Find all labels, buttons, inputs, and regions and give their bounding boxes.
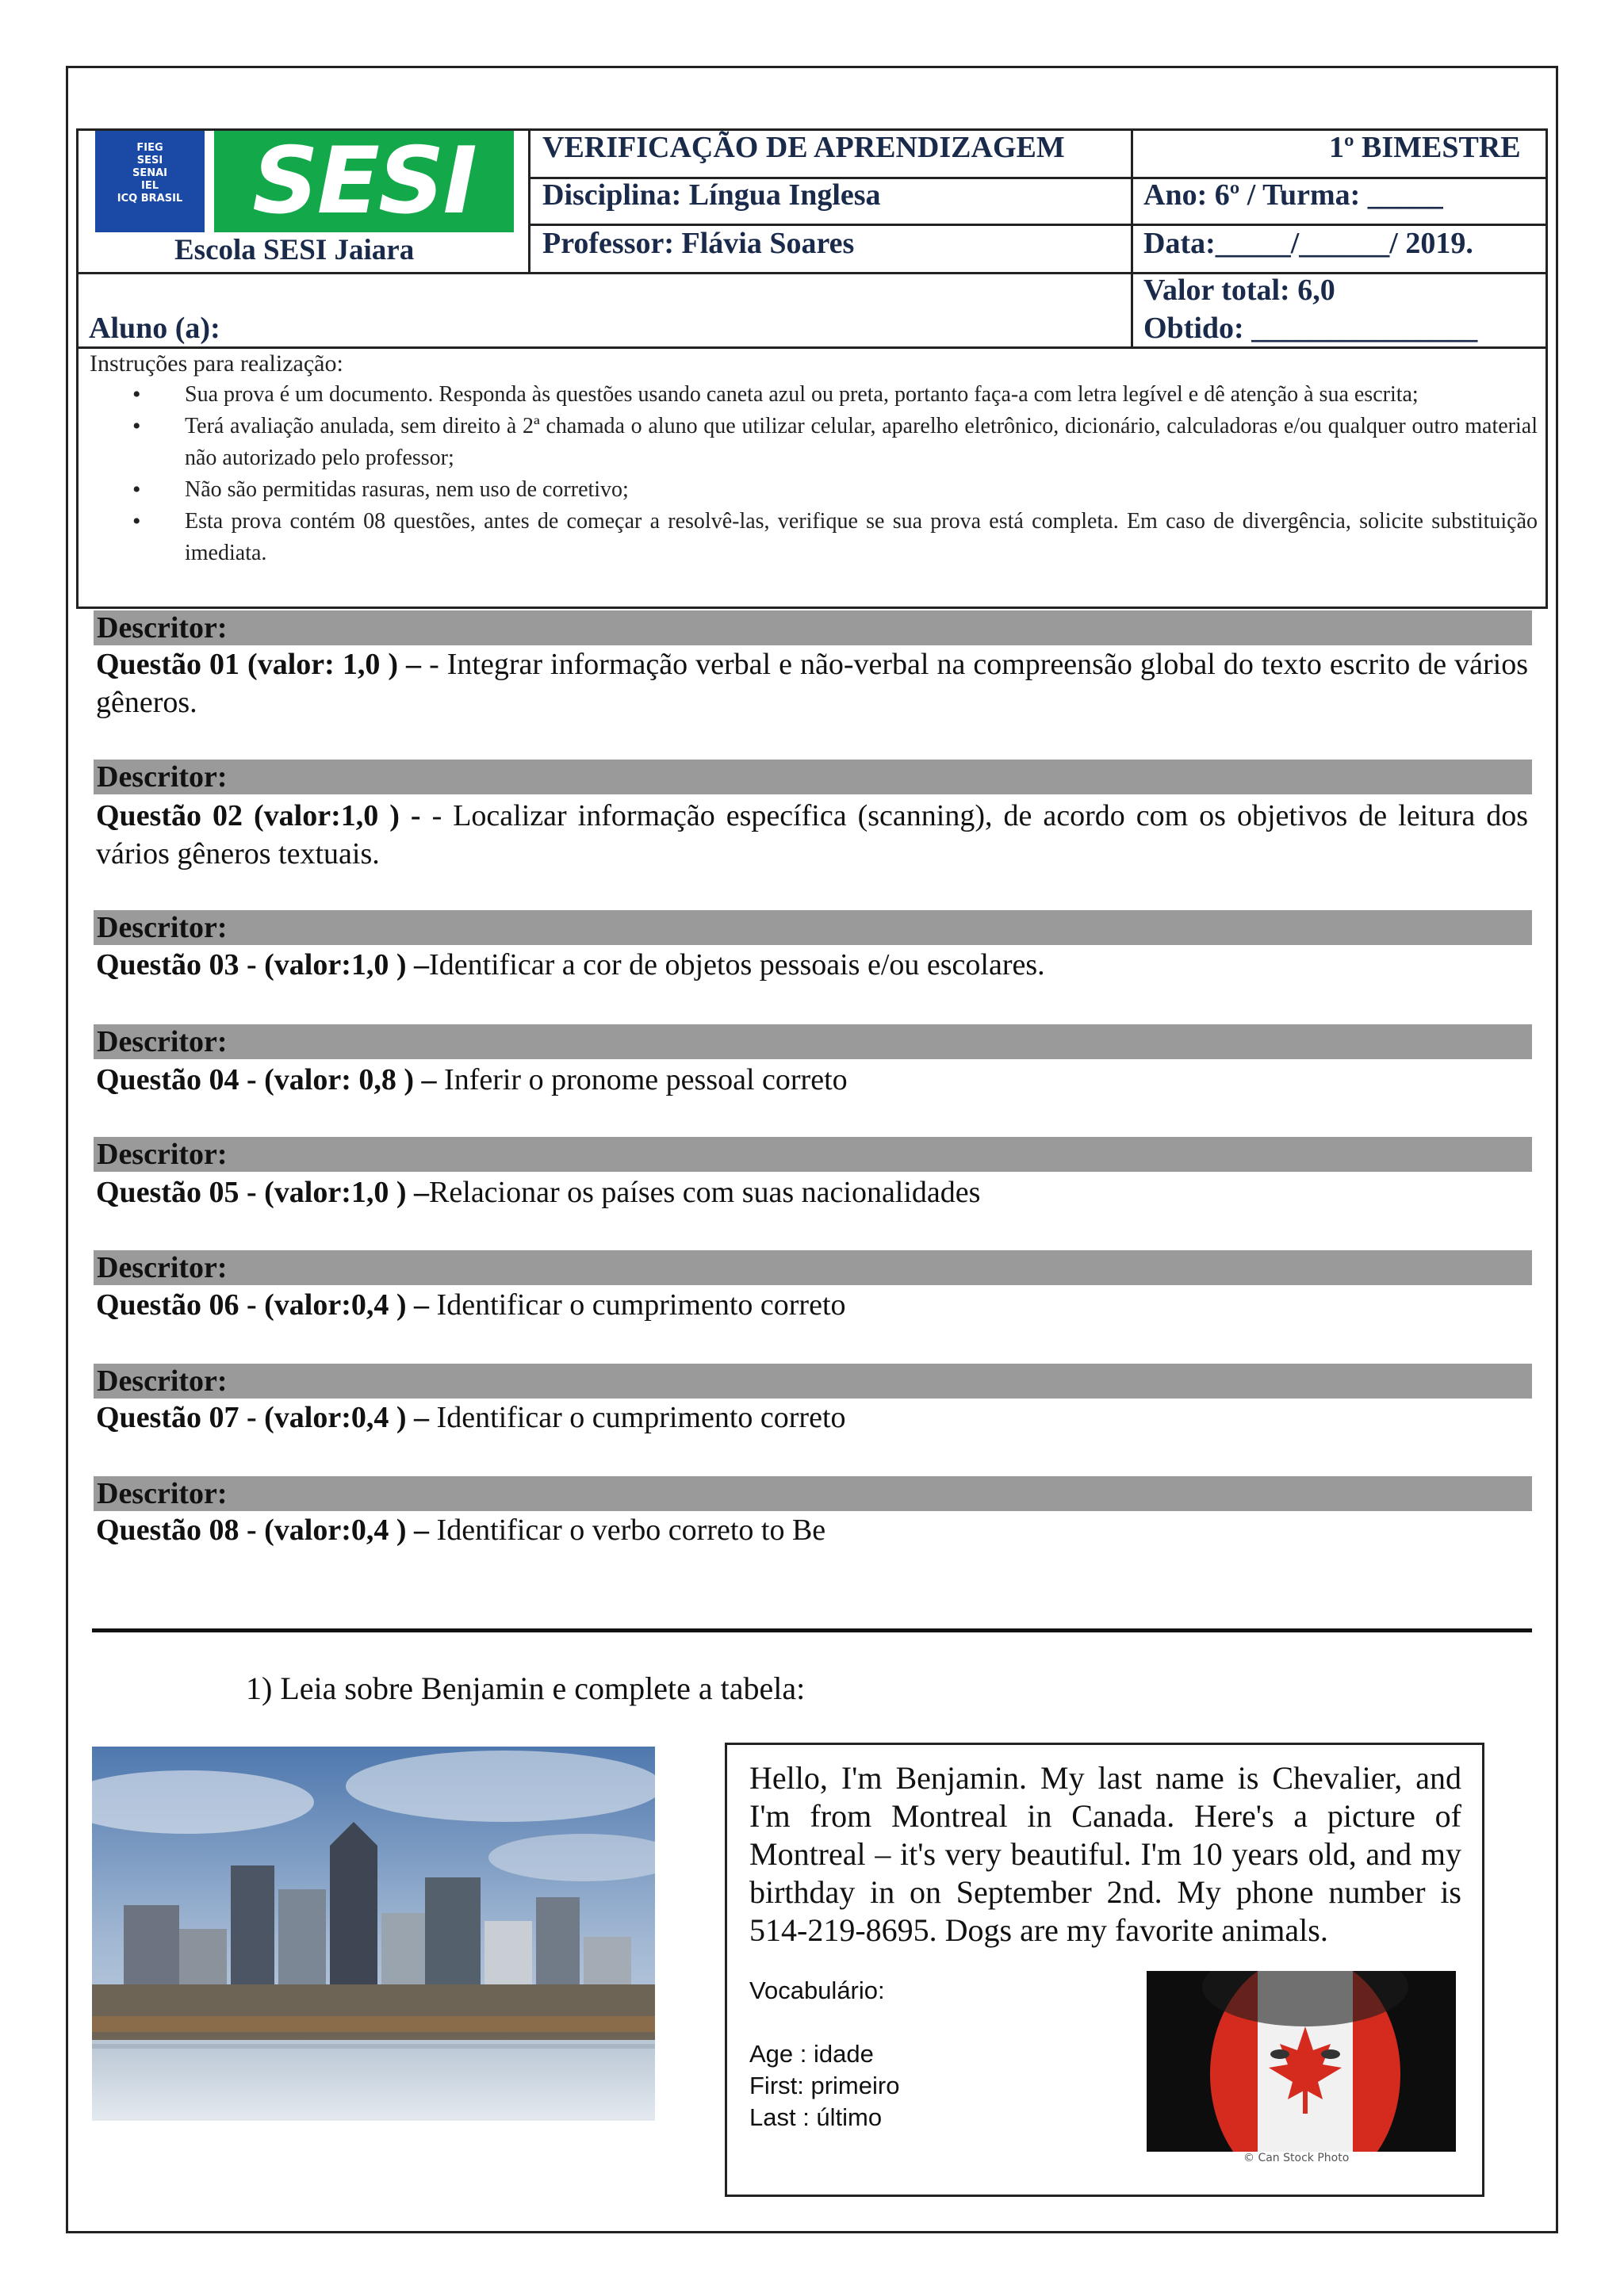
school-name: Escola SESI Jaiara xyxy=(174,234,415,266)
logo-text: SENAI xyxy=(132,167,168,179)
header-rule xyxy=(528,128,530,274)
instruction-text: Esta prova contém 08 questões, antes de começar a resolvê-las, verifique se sua prova está completa. Em caso de divergência, solicite substituição imediata. xyxy=(185,509,1538,565)
logo-text: FIEG xyxy=(136,142,163,154)
descriptor-bar: Descritor: xyxy=(94,1024,1532,1059)
instructions xyxy=(90,350,1538,569)
instruction-text: Terá avaliação anulada, sem direito à 2ª chamada o aluno que utilizar celular, aparelho eletrônico, dicionário, calculadoras e/ou qualquer outro material não autorizado pelo professor; xyxy=(185,414,1538,470)
question-text: Identificar o verbo correto to Be xyxy=(429,1513,826,1547)
obtained-score-field: Obtido: _______________ xyxy=(1143,312,1478,345)
question-head: Questão 06 - (valor:0,4 ) – xyxy=(96,1288,430,1322)
image-credit: © Can Stock Photo xyxy=(1243,2152,1350,2164)
montreal-skyline-image xyxy=(92,1747,655,2121)
question-descriptor xyxy=(96,1511,1528,1549)
bullet-icon: • xyxy=(132,413,141,439)
question-descriptor xyxy=(96,1286,1528,1324)
reading-paragraph: Hello, I'm Benjamin. My last name is Chevalier, and I'm from Montreal in Canada. Here's a picture of Montreal – it's very beautiful. I'm 10 years old, and my birthday in on September 2nd. My phone number is 514-219-8695. Dogs are my favorite animals. xyxy=(749,1760,1461,1948)
question-text: Identificar o cumprimento correto xyxy=(429,1288,846,1322)
descriptor-bar: Descritor: xyxy=(94,1250,1532,1285)
canada-face-photo xyxy=(1147,1971,1456,2152)
descriptor-bar: Descritor: xyxy=(94,760,1532,794)
descriptor-bar: Descritor: xyxy=(94,1364,1532,1399)
sesi-logo xyxy=(214,128,514,235)
question-head: Questão 08 - (valor:0,4 ) – xyxy=(96,1513,430,1547)
year-class-field: Ano: 6º / Turma: _____ xyxy=(1143,178,1443,212)
question-descriptor xyxy=(96,1061,1528,1099)
bullet-icon: • xyxy=(132,508,141,534)
list-item xyxy=(132,474,1538,506)
instructions-list xyxy=(90,379,1538,569)
logo-text: ICQ BRASIL xyxy=(117,193,183,205)
question-head: Questão 05 - (valor:1,0 ) – xyxy=(96,1176,430,1209)
instructions-title: Instruções para realização: xyxy=(90,350,343,377)
question-text: Identificar o cumprimento correto xyxy=(429,1401,846,1434)
question-descriptor xyxy=(96,797,1528,873)
list-item xyxy=(132,379,1538,411)
question-head: Questão 01 (valor: 1,0 ) – xyxy=(96,648,422,681)
exercise-heading: 1) Leia sobre Benjamin e complete a tabela: xyxy=(246,1670,806,1706)
vocabulary-list xyxy=(749,1975,899,2133)
descriptor-bar: Descritor: xyxy=(94,1476,1532,1511)
total-value: Valor total: 6,0 xyxy=(1143,274,1335,307)
list-item xyxy=(132,506,1538,569)
question-head: Questão 03 - (valor:1,0 ) – xyxy=(96,948,430,982)
descriptor-bar: Descritor: xyxy=(94,1137,1532,1172)
canada-flag-face-image xyxy=(1147,1971,1456,2152)
fieg-logo xyxy=(95,131,205,232)
question-text: Relacionar os países com suas nacionalidades xyxy=(429,1176,981,1209)
question-head: Questão 07 - (valor:0,4 ) – xyxy=(96,1401,430,1434)
question-head: Questão 02 (valor:1,0 ) - xyxy=(96,799,421,832)
vocabulary-item: Last : último xyxy=(749,2103,883,2131)
question-descriptor xyxy=(96,1399,1528,1437)
sesi-logo-text: SESI xyxy=(252,128,476,235)
instruction-text: Não são permitidas rasuras, nem uso de corretivo; xyxy=(185,477,629,502)
discipline: Disciplina: Língua Inglesa xyxy=(542,178,881,212)
question-text: - Integrar informação verbal e não-verbal na compreensão global do texto escrito de vários gêneros. xyxy=(96,648,1528,719)
header-rule xyxy=(76,346,1548,349)
bullet-icon: • xyxy=(132,476,141,503)
vocabulary-item: Age : idade xyxy=(749,2040,874,2068)
exam-title: VERIFICAÇÃO DE APRENDIZAGEM xyxy=(542,131,1065,164)
descriptor-bar: Descritor: xyxy=(94,910,1532,945)
logo-text: IEL xyxy=(140,180,159,192)
question-descriptor xyxy=(96,946,1528,984)
logo-text: SESI xyxy=(136,155,163,166)
bullet-icon: • xyxy=(132,381,141,408)
spacer xyxy=(749,2007,899,2038)
instruction-text: Sua prova é um documento. Responda às questões usando caneta azul ou preta, portanto faça-a com letra legível e dê atenção à sua escrita; xyxy=(185,382,1419,407)
teacher: Professor: Flávia Soares xyxy=(542,227,855,260)
montreal-photo xyxy=(92,1747,655,2121)
section-divider xyxy=(92,1628,1532,1632)
question-text: - Localizar informação específica (scanning), de acordo com os objetivos de leitura dos vários gêneros textuais. xyxy=(96,799,1529,871)
header-rule xyxy=(1131,128,1133,349)
question-descriptor xyxy=(96,1173,1528,1211)
vocabulary-item: First: primeiro xyxy=(749,2072,900,2099)
student-name-field: Aluno (a): xyxy=(89,312,220,345)
vocabulary-title: Vocabulário: xyxy=(749,1976,885,2004)
list-item xyxy=(132,411,1538,474)
question-text: Identificar a cor de objetos pessoais e/ou escolares. xyxy=(429,948,1045,982)
school-logo xyxy=(95,128,514,235)
bimester: 1º BIMESTRE xyxy=(1329,131,1521,164)
date-field: Data:_____/______/ 2019. xyxy=(1143,227,1473,260)
question-head: Questão 04 - (valor: 0,8 ) – xyxy=(96,1063,437,1096)
question-text: Inferir o pronome pessoal correto xyxy=(436,1063,848,1096)
descriptor-bar: Descritor: xyxy=(94,610,1532,645)
question-descriptor xyxy=(96,645,1528,721)
